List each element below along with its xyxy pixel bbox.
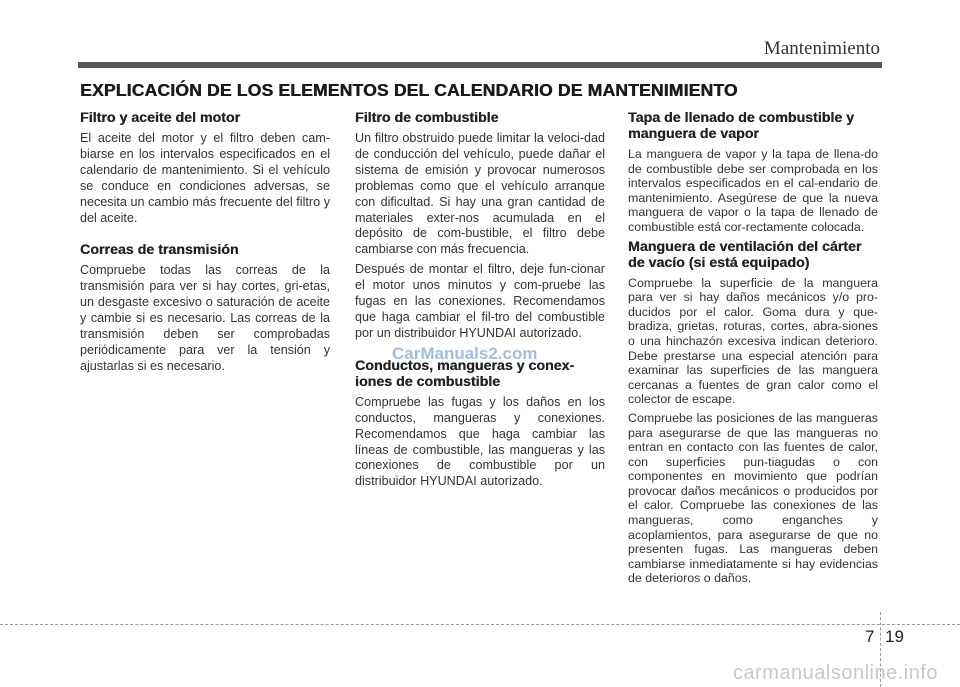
- chapter-title: Mantenimiento: [763, 38, 880, 59]
- footer-divider: [0, 624, 960, 625]
- heading-fuel-cap-vapor-hose: Tapa de llenado de combustible y manguera de vapor: [628, 110, 854, 142]
- heading-fuel-filter: Filtro de combustible: [355, 110, 499, 126]
- column-3: [628, 110, 878, 590]
- paragraph-engine-oil: El aceite del motor y el filtro deben cam-biarse en los intervalos especificados en el calendario de mantenimiento. Si el vehículo se conduce en condiciones adversas, se necesita un cambio más frecuente del filtro y del aceite.: [80, 131, 330, 225]
- heading-fuel-lines: Conductos, mangueras y conex-iones de combustible: [355, 357, 575, 390]
- paragraph-fuel-lines: Compruebe las fugas y los daños en los conductos, mangueras y conexiones. Recomendamos que haga cambiar las líneas de combustible, las mangueras y las conexiones de combustible por un distribuidor HYUNDAI autorizado.: [355, 394, 605, 489]
- paragraph-vent-hose-2: Compruebe las posiciones de las mangueras para asegurarse de que las mangueras no entran en contacto con las fuentes de calor, con superficies pun-tiagudas o con componentes en movimiento que podrían provocar daños mecánicos o producidos por el calor. Compruebe las conexiones de las mangueras, como enganches y acoplamientos, para asegurarse de que no presenten fugas. Las mangueras deben cambiarse inmediatamente si hay evidencias de deterioros o daños.: [628, 410, 878, 586]
- chapter-number: 7: [865, 627, 875, 646]
- heading-engine-oil-filter: Filtro y aceite del motor: [80, 110, 241, 126]
- paragraph-fuel-filter-1: Un filtro obstruido puede limitar la veloci-dad de conducción del vehículo, puede dañar el sistema de emisión y provocar numerosos problemas como que el vehículo arranque con dificultad. Si hay una gran cantidad de materiales exter-nos acumulada en el depósito de com-bustible, el filtro debe cambiarse con más frecuencia.: [355, 131, 605, 257]
- site-watermark: carmanualsonline.info: [732, 662, 938, 684]
- paragraph-fuel-filter-2: Después de montar el filtro, deje fun-cionar el motor unos minutos y com-pruebe las fugas en las conexiones. Recomendamos que haga cambiar el fil-tro del combustible por un distribuidor HYUNDAI autorizado.: [355, 262, 605, 340]
- heading-drive-belts: Correas de transmisión: [80, 242, 239, 259]
- watermark: CarManuals2.com: [392, 344, 538, 363]
- paragraph-fuel-cap: La manguera de vapor y la tapa de llena-do de combustible debe ser comprobada en los intervalos especificados en el cal-endario de mantenimiento. Asegúrese de que la nueva manguera de vapor o la tapa de llenado de combustible está cor-rectamente colocada.: [628, 147, 878, 234]
- header-divider: [78, 62, 882, 68]
- section-title: EXPLICACIÓN DE LOS ELEMENTOS DEL CALENDARIO DE MANTENIMIENTO: [80, 80, 738, 100]
- paragraph-vent-hose-1: Compruebe la superficie de la manguera para ver si hay daños mecánicos y/o pro-ducidos por el calor. Goma dura y que-bradiza, grietas, roturas, cortes, abra-siones o una hinchazón excesiva indican deterioro. Debe prestarse una especial atención para examinar las superficies de las manguera cercanas a fuentes de gran calor como el colector de escape.: [628, 275, 878, 407]
- column-2: [355, 110, 605, 494]
- column-1: [80, 110, 330, 379]
- paragraph-drive-belts: Compruebe todas las correas de la transmisión para ver si hay cortes, gri-etas, un desgaste excesivo o saturación de aceite y cambie si es necesario. Las correas de la transmisión deben ser comprobadas periódicamente para ver la tensión y ajustarlas si es necesario.: [80, 263, 330, 373]
- page-number-value: 19: [885, 627, 904, 646]
- heading-crankcase-vent-hose: Manguera de ventilación del cárter de vacío (si está equipado): [628, 238, 862, 271]
